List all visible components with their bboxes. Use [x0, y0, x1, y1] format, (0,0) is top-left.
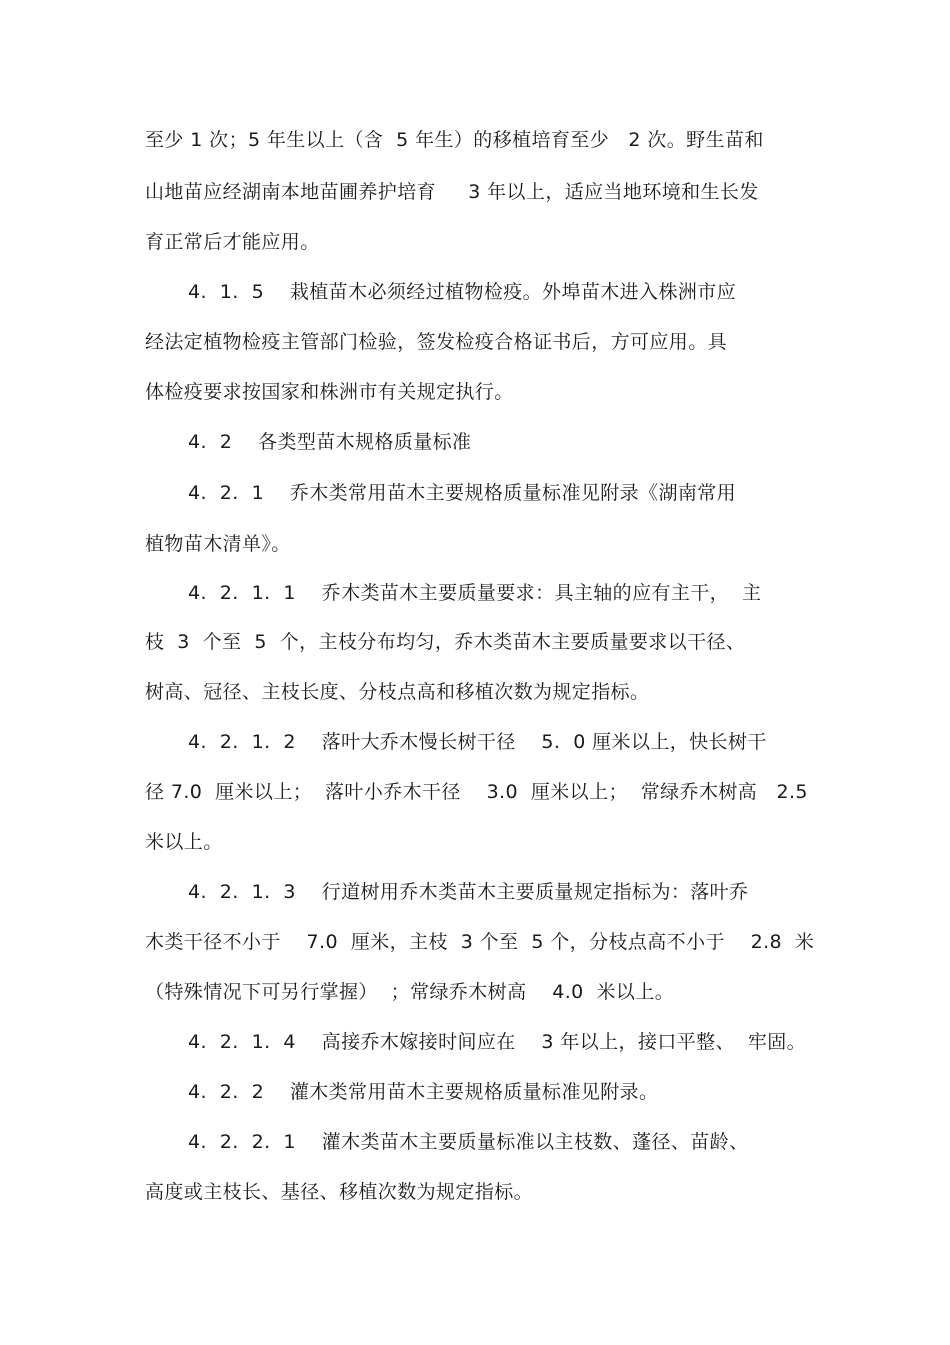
- section-heading-4-2-1-1: 4. 2. 1. 1 乔木类苗木主要质量要求：具主轴的应有主干， 主: [188, 582, 762, 604]
- text-line: 经法定植物检疫主管部门检验，签发检疫合格证书后，方可应用。具: [145, 331, 728, 353]
- text-line: 植物苗木清单》。: [145, 533, 291, 555]
- section-heading-4-2-2-1: 4. 2. 2. 1 灌木类苗木主要质量标准以主枝数、蓬径、苗龄、: [188, 1131, 749, 1153]
- text-line: 木类干径不小于 7.0 厘米，主枝 3 个至 5 个，分枝点高不小于 2.8 米: [145, 931, 815, 953]
- text-line: 高度或主枝长、基径、移植次数为规定指标。: [145, 1181, 534, 1203]
- text-line: 育正常后才能应用。: [145, 231, 320, 253]
- text-line: 枝 3 个至 5 个，主枝分布均匀，乔木类苗木主要质量要求以干径、: [145, 631, 746, 653]
- section-heading-4-1-5: 4. 1. 5 栽植苗木必须经过植物检疫。外埠苗木进入株洲市应: [188, 281, 737, 303]
- section-heading-4-2-1-3: 4. 2. 1. 3 行道树用乔木类苗木主要质量规定指标为：落叶乔: [188, 881, 749, 903]
- text-line: 树高、冠径、主枝长度、分枝点高和移植次数为规定指标。: [145, 681, 650, 703]
- text-line: （特殊情况下可另行掌握） ；常绿乔木树高 4.0 米以上。: [145, 981, 675, 1003]
- text-line: 山地苗应经湖南本地苗圃养护培育 3 年以上，适应当地环境和生长发: [145, 181, 759, 203]
- text-line: 径 7.0 厘米以上； 落叶小乔木干径 3.0 厘米以上； 常绿乔木树高 2.5: [145, 781, 808, 803]
- text-line: 至少 1 次；5 年生以上（含 5 年生）的移植培育至少 2 次。野生苗和: [145, 129, 764, 151]
- section-heading-4-2-2: 4. 2. 2 灌木类常用苗木主要规格质量标准见附录。: [188, 1081, 659, 1103]
- text-line: 米以上。: [145, 831, 223, 853]
- text-line: 体检疫要求按国家和株洲市有关规定执行。: [145, 381, 514, 403]
- section-heading-4-2: 4. 2 各类型苗木规格质量标准: [188, 431, 472, 453]
- section-heading-4-2-1-4: 4. 2. 1. 4 高接乔木嫁接时间应在 3 年以上，接口平整、 牢固。: [188, 1031, 807, 1053]
- section-heading-4-2-1: 4. 2. 1 乔木类常用苗木主要规格质量标准见附录《湖南常用: [188, 482, 737, 504]
- section-heading-4-2-1-2: 4. 2. 1. 2 落叶大乔木慢长树干径 5. 0 厘米以上，快长树干: [188, 731, 767, 753]
